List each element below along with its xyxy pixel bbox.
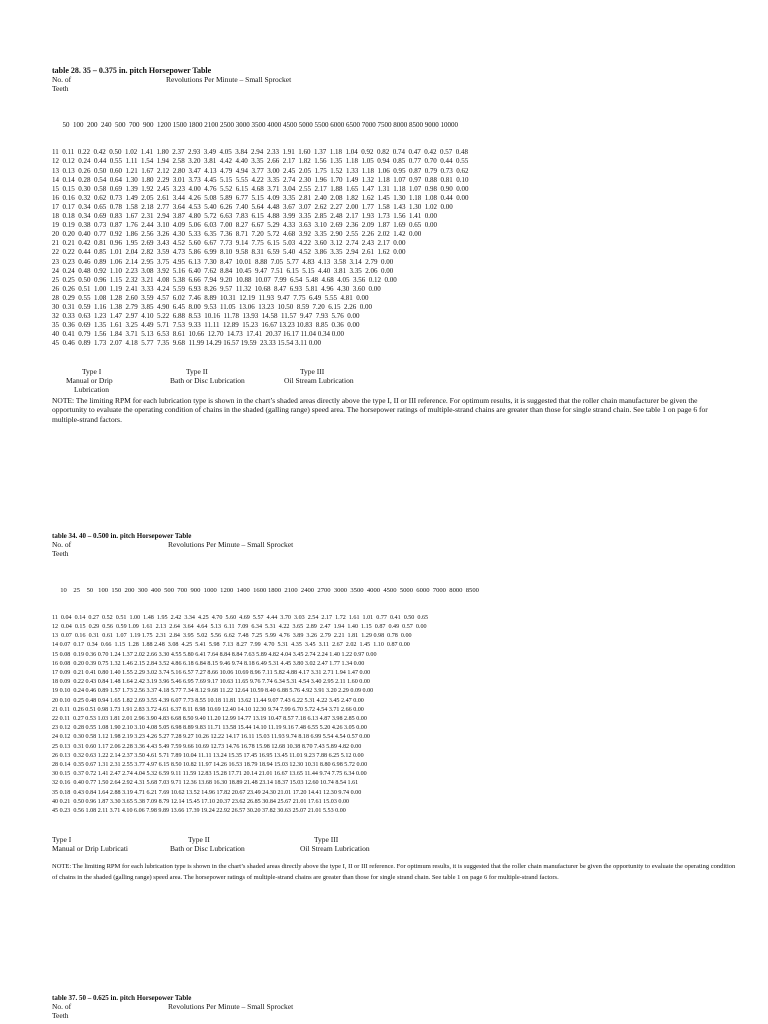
rpm-header-row: 50 100 200 240 500 700 900 1200 1500 1800 2100 2500 3000 3500 4000 4500 5000 5500 6000 6500 7000 7500 8000 8500 9000 10000 [52,121,458,130]
table-row: 32 0.16 0.40 0.77 1.50 2.64 2.92 4.31 5.68 7.03 9.71 12.36 13.68 16.30 18.89 21.48 23.14 18.37 15.03 12.60 10.74 8.54 1.61 [52,780,359,787]
table-row: 32 0.33 0.63 1.23 1.47 2.97 4.10 5.22 6.88 8.53 10.16 11.78 13.93 14.58 11.57 9.47 7.93 5.76 0.00 [52,312,360,321]
type-i-desc: Manual or Drip [66,375,113,385]
table-row: 40 0.21 0.50 0.96 1.87 3.30 3.65 5.38 7.09 8.79 12.14 15.45 17.10 20.37 23.62 26.85 30.84 25.67 21.01 17.61 15.03 0.00 [52,798,350,805]
table-row: 35 0.18 0.43 0.84 1.64 2.88 3.19 4.71 6.21 7.69 10.62 13.52 14.96 17.82 20.67 23.49 24.30 21.01 17.20 14.41 12.30 9.74 0.00 [52,789,362,796]
table-row: 13 0.07 0.16 0.31 0.61 1.07 1.19 1.75 2.31 2.84 3.95 5.02 5.56 6.62 7.48 7.25 5.99 4.76 3.89 3.26 2.79 2.21 1.81 1.29 0.98 0.78 0.00 [52,633,412,640]
table-row: 21 0.21 0.42 0.81 0.96 1.95 2.69 3.43 4.52 5.60 6.67 7.73 9.14 7.75 6.15 5.03 4.22 3.60 3.12 2.74 2.43 2.17 0.00 [52,239,406,248]
table-row: 24 0.24 0.48 0.92 1.10 2.23 3.08 3.92 5.16 6.40 7.62 8.84 10.45 9.47 7.51 6.15 5.15 4.40 3.81 3.35 2.06 0.00 [52,266,394,275]
lubrication-extra [52,385,752,394]
table-row: 26 0.13 0.32 0.63 1.22 2.14 2.37 3.50 4.61 5.71 7.89 10.04 11.11 13.24 15.35 17.45 16.95 13.45 11.01 9.23 7.88 6.25 5.12 0.00 [52,752,364,759]
table-row: 19 0.10 0.24 0.46 0.89 1.57 1.73 2.56 3.37 4.18 5.77 7.34 8.12 9.68 11.22 12.64 10.59 8.40 6.88 5.76 4.92 3.91 3.20 2.29 0.09 0.00 [52,688,374,695]
type-iii-label: Type III [314,834,339,844]
table-row: 16 0.08 0.20 0.39 0.75 1.32 1.46 2.15 2.84 3.52 4.86 6.18 6.84 8.15 9.46 9.74 8.18 6.49 5.31 4.45 3.80 3.02 2.47 1.77 1.34 0.00 [52,660,365,667]
teeth-label: Teeth [52,549,69,558]
table-row: 17 0.17 0.34 0.65 0.78 1.58 2.18 2.77 3.64 4.53 5.40 6.26 7.40 5.64 4.48 3.67 3.07 2.62 2.27 2.00 1.77 1.58 1.43 1.30 1.02 0.00 [52,202,453,211]
type-ii-desc: Bath or Disc Lubrication [170,375,245,385]
no-of-label: No. of [52,1002,72,1011]
table-row: 13 0.13 0.26 0.50 0.60 1.21 1.67 2.12 2.80 3.47 4.13 4.79 4.94 3.77 3.00 2.45 2.05 1.75 1.52 1.33 1.18 1.06 0.95 0.87 0.79 0.73 0.62 [52,166,469,175]
table-row: 25 0.13 0.31 0.60 1.17 2.06 2.28 3.36 4.43 5.49 7.59 9.66 10.69 12.73 14.76 16.78 15.98 12.68 10.38 8.70 7.43 5.89 4.82 0.00 [52,743,362,750]
lubrication-types [52,367,752,385]
type-iii-desc: Oil Stream Lubrication [284,375,354,385]
table-row: 28 0.14 0.35 0.67 1.31 2.31 2.55 3.77 4.97 6.15 8.50 10.82 11.97 14.26 16.53 18.79 18.94 15.03 12.30 10.31 8.80 6.98 5.72 0.00 [52,762,368,769]
table-row: 23 0.23 0.46 0.89 1.06 2.14 2.95 3.75 4.95 6.13 7.30 8.47 10.01 8.88 7.05 5.77 4.83 4.13 3.58 3.14 2.79 0.00 [52,257,394,266]
table-row: 40 0.41 0.79 1.56 1.84 3.71 5.13 6.53 8.61 10.66 12.70 14.73 17.41 20.37 16.17 11.04 0.34 0.00 [52,330,344,339]
table-note: NOTE: The limiting RPM for each lubrication type is shown in the chart’s shaded areas directly above the type I, II or III reference. For optimum results, it is suggested that the roller chain manufacturer be given the opportunity to evaluate the operating condition of chains in the shaded (galling range) speed area. The horsepower ratings of multiple-strand chains are greater than those for single strand chain. See table 1 on page 6 for multiple-strand factors. [52,395,708,424]
table-row: 30 0.15 0.37 0.72 1.41 2.47 2.74 4.04 5.32 6.59 9.11 11.59 12.83 15.28 17.71 20.14 21.01 16.67 13.65 11.44 9.74 7.75 6.34 0.00 [52,771,367,778]
rpm-label: Revolutions Per Minute – Small Sprocket [168,540,294,549]
table-row: 14 0.07 0.17 0.34 0.66 1.15 1.28 1.88 2.48 3.08 4.25 5.41 5.98 7.13 8.27 7.99 4.70 5.31 4.35 3.45 3.11 2.67 2.02 1.45 1.10 0.87 0.00 [52,642,410,649]
teeth-row [52,1011,752,1020]
table-row: 45 0.46 0.89 1.73 2.07 4.18 5.77 7.35 9.68 11.99 14.29 16.57 19.59 23.33 15.54 3.11 0.00 [52,339,321,348]
table-row: 12 0.12 0.24 0.44 0.55 1.11 1.54 1.94 2.58 3.20 3.81 4.42 4.40 3.35 2.66 2.17 1.82 1.56 1.35 1.18 1.05 0.94 0.85 0.77 0.70 0.44 0.55 [52,157,469,166]
table-row: 18 0.09 0.22 0.43 0.84 1.48 1.64 2.42 3.19 3.96 5.46 6.95 7.69 9.17 10.63 11.65 9.76 7.74 6.34 5.31 4.54 3.40 2.95 2.11 1.60 0.00 [52,679,370,686]
table-row: 19 0.19 0.38 0.73 0.87 1.76 2.44 3.10 4.09 5.06 6.03 7.00 8.27 6.67 5.29 4.33 3.63 3.10 2.69 2.36 2.09 1.87 1.69 0.65 0.00 [52,221,437,230]
table-row: 15 0.15 0.30 0.58 0.69 1.39 1.92 2.45 3.23 4.00 4.76 5.52 6.15 4.68 3.71 3.04 2.55 2.17 1.88 1.65 1.47 1.31 1.18 1.07 0.98 0.90 0.00 [52,184,469,193]
table-row: 11 0.04 0.14 0.27 0.52 0.51 1.00 1.48 1.95 2.42 3.34 4.25 4.70 5.60 4.69 5.57 4.44 3.70 3.03 2.54 2.17 1.72 1.61 1.01 0.77 0.41 0.50 0.65 [52,614,429,621]
type-iii-desc: Oil Stream Lubrication [300,843,370,853]
table-row: 24 0.12 0.30 0.58 1.12 1.98 2.19 3.23 4.26 5.27 7.28 9.27 10.26 12.22 14.17 16.11 15.03 11.93 9.74 8.18 6.99 5.54 4.54 0.57 0.00 [52,734,370,741]
type-i-desc-2: Lubrication [74,384,109,394]
table-row: 26 0.26 0.51 1.00 1.19 2.41 3.33 4.24 5.59 6.93 8.26 9.57 11.32 10.68 8.47 6.93 5.81 4.96 4.30 3.60 0.00 [52,284,381,293]
type-ii-label: Type II [186,366,208,376]
table-row: 23 0.12 0.28 0.55 1.08 1.90 2.10 3.10 4.08 5.05 6.98 8.89 9.83 11.71 13.58 15.44 14.10 11.19 9.16 7.48 6.55 5.20 4.26 3.05 0.00 [52,725,367,732]
table-row: 14 0.14 0.28 0.54 0.64 1.30 1.80 2.29 3.01 3.73 4.45 5.15 5.55 4.22 3.35 2.74 2.30 1.96 1.70 1.49 1.32 1.18 1.07 0.97 0.88 0.81 0.10 [52,175,469,184]
table-row: 28 0.29 0.55 1.08 1.28 2.60 3.59 4.57 6.02 7.46 8.89 10.31 12.19 11.93 9.47 7.75 6.49 5.55 4.81 0.00 [52,293,369,302]
table-title: table 34. 40 – 0.500 in. pitch Horsepower Table [52,532,192,540]
table-title: table 28. 35 – 0.375 in. pitch Horsepower Table [52,66,212,75]
type-ii-label: Type II [188,834,210,844]
table-row: 35 0.36 0.69 1.35 1.61 3.25 4.49 5.71 7.53 9.33 11.11 12.89 15.23 16.67 13.23 10.83 8.85 0.36 0.00 [52,321,360,330]
rpm-label: Revolutions Per Minute – Small Sprocket [166,75,292,84]
table-row: 45 0.23 0.56 1.08 2.11 3.71 4.10 6.06 7.98 9.89 13.66 17.39 19.24 22.92 26.57 30.20 37.82 30.63 25.07 21.01 5.53 0.00 [52,808,346,815]
table-row: 17 0.09 0.21 0.41 0.80 1.40 1.55 2.29 3.02 3.74 5.16 6.57 7.27 8.66 10.06 10.69 8.96 7.11 5.82 4.88 4.17 3.31 2.71 1.94 1.47 0.00 [52,670,371,677]
table-row: 25 0.25 0.50 0.96 1.15 2.32 3.21 4.08 5.38 6.66 7.94 9.20 10.88 10.07 7.99 6.54 5.48 4.68 4.05 3.56 0.12 0.00 [52,275,397,284]
table-34-section [52,532,752,883]
type-i-desc: Manual or Drip Lubricati [52,843,129,853]
table-row: 18 0.18 0.34 0.69 0.83 1.67 2.31 2.94 3.87 4.80 5.72 6.63 7.83 6.15 4.88 3.99 3.35 2.85 2.48 2.17 1.93 1.73 1.56 1.41 0.00 [52,212,437,221]
table-37-section [52,994,752,1020]
table-row: 20 0.10 0.25 0.48 0.94 1.65 1.82 2.69 3.55 4.39 6.07 7.73 8.55 10.18 11.81 13.62 11.44 9.07 7.43 6.22 5.31 4.22 3.45 2.47 0.00 [52,697,364,704]
table-row: 16 0.16 0.32 0.62 0.73 1.49 2.05 2.61 3.44 4.26 5.08 5.89 6.77 5.15 4.09 3.35 2.81 2.40 2.08 1.82 1.62 1.45 1.30 1.18 1.08 0.44 0.00 [52,193,469,202]
lubrication-types [52,835,752,853]
rpm-label: Revolutions Per Minute – Small Sprocket [168,1002,294,1011]
table-subheader [52,540,752,549]
type-i-label: Type I [82,366,102,376]
table-row: 20 0.20 0.40 0.77 0.92 1.86 2.56 3.26 4.30 5.33 6.35 7.36 8.71 7.20 5.72 4.68 3.92 3.35 2.90 2.55 2.26 2.02 1.42 0.00 [52,230,422,239]
teeth-label: Teeth [52,1011,69,1020]
teeth-row [52,84,752,93]
table-28-section [52,66,752,424]
table-row: 22 0.22 0.44 0.85 1.01 2.04 2.82 3.59 4.73 5.86 6.99 8.10 9.58 8.31 6.59 5.40 4.52 3.86 3.35 2.94 2.61 1.62 0.00 [52,248,406,257]
table-row: 21 0.11 0.26 0.51 0.98 1.73 1.91 2.83 3.72 4.61 6.37 8.11 8.98 10.69 12.40 14.10 12.30 9.74 7.99 6.70 5.72 4.54 3.71 2.66 0.00 [52,706,364,713]
table-row: 11 0.11 0.22 0.42 0.50 1.02 1.41 1.80 2.37 2.93 3.49 4.05 3.84 2.94 2.33 1.91 1.60 1.37 1.18 1.04 0.92 0.82 0.74 0.47 0.42 0.57 0.48 [52,148,468,157]
table-subheader [52,1002,752,1011]
teeth-label: Teeth [52,84,69,93]
hp-table-34 [52,568,752,835]
table-row: 15 0.08 0.19 0.36 0.70 1.24 1.37 2.02 2.66 3.30 4.55 5.80 6.41 7.64 8.84 8.84 7.63 5.89 4.82 4.04 3.45 2.74 2.24 1.40 1.22 0.97 0.00 [52,651,377,658]
no-of-label: No. of [52,540,72,549]
table-body [52,614,752,816]
table-note: NOTE: The limiting RPM for each lubrication type is shown in the chart’s shaded areas directly above the type I, II or III reference. For optimum results, it is suggested that the roller chain manufacturer be given the opportunity to evaluate the operating condition of chains in the shaded (galling range) speed area. The horsepower ratings of multiple-strand chains are greater than those for single strand chain. See table 1 on page 6 for multiple-strand factors. [52,862,736,881]
teeth-row [52,549,752,558]
table-row: 12 0.04 0.15 0.29 0.56 0.59 1.09 1.61 2.13 2.64 3.64 4.64 5.13 6.11 7.09 6.34 5.31 4.22 3.65 2.89 2.47 1.94 1.40 1.15 0.87 0.49 0.57 0.00 [52,624,427,631]
rpm-header-row: 10 25 50 100 150 200 300 400 500 700 900 1000 1200 1400 1600 1800 2100 2400 2700 3000 3500 4000 4500 5000 6000 7000 8000 8500 [52,587,479,595]
table-body [52,148,752,348]
type-ii-desc: Bath or Disc Lubrication [170,843,245,853]
type-i-label: Type I [52,834,72,844]
table-row: 30 0.31 0.59 1.16 1.38 2.79 3.85 4.90 6.45 8.00 9.53 11.05 13.06 13.23 10.50 8.59 7.20 6.15 2.26 0.00 [52,302,372,311]
table-subheader [52,75,752,84]
type-iii-label: Type III [300,366,325,376]
hp-table-28 [52,103,752,367]
table-row: 22 0.11 0.27 0.53 1.03 1.81 2.01 2.96 3.90 4.83 6.68 8.50 9.40 11.20 12.99 14.77 13.19 10.47 8.57 7.18 6.13 4.87 3.98 2.85 0.00 [52,716,367,723]
table-title: table 37. 50 – 0.625 in. pitch Horsepower Table [52,994,192,1002]
no-of-label: No. of [52,75,72,84]
